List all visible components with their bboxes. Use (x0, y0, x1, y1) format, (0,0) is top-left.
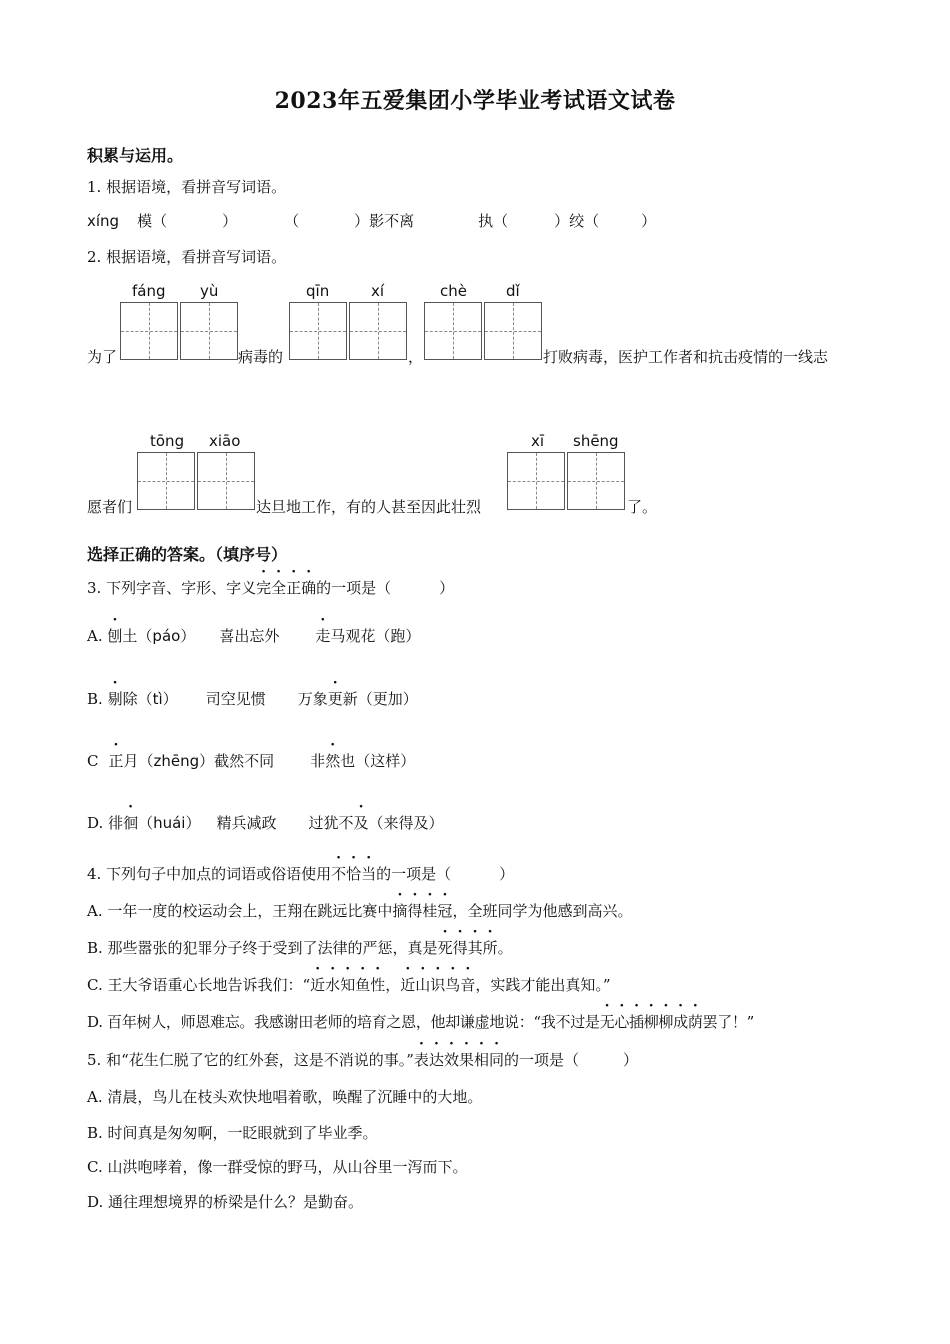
q5-dot-char: 同 (489, 1051, 505, 1069)
q1-item3-close: ） (641, 212, 657, 230)
q4-b-dot: 其 (467, 939, 483, 957)
writing-grid-cell[interactable] (180, 302, 238, 360)
writing-grid-cell[interactable] (289, 302, 347, 360)
q4-option-d (87, 1012, 754, 1032)
q4-a-dot: 得 (407, 902, 423, 920)
q4-c-comma: ， (385, 976, 401, 994)
question-2-stem: 2. 根据语境，看拼音写词语。 (87, 248, 287, 266)
q5-dot-char: 相 (473, 1051, 489, 1069)
q4-d-dot: 插 (629, 1013, 644, 1031)
q4-option-b (87, 938, 513, 958)
q3-b-t2: ） (162, 690, 178, 708)
writing-grid-cell[interactable] (120, 302, 178, 360)
q4-d-dot: 柳 (643, 1013, 659, 1031)
question-1-stem: 1. 根据语境，看拼音写词语。 (87, 178, 287, 196)
q5-option-a: A. 清晨，鸟儿在枝头欢快地唱着歌，唤醒了沉睡中的大地。 (87, 1088, 483, 1106)
q3-d-dot: 徊 (123, 814, 139, 832)
q4-c-dot: 鸟 (445, 976, 461, 994)
q4-c-dot: 性 (370, 976, 386, 994)
writing-grid-cell[interactable] (137, 452, 195, 510)
question-1-items (87, 211, 656, 231)
option-label: A. (87, 627, 103, 645)
q4-d-dot: 成 (673, 1013, 688, 1031)
writing-grid-cell[interactable] (507, 452, 565, 510)
q3-dot-char: 正 (286, 579, 302, 597)
q3-d-pinyin: huái (153, 814, 186, 832)
q3-stem-a: 3. 下列字音、字形、字义 (87, 579, 257, 597)
q4-c-dot: 音 (460, 976, 476, 994)
q3-c-t3: 也（这样） (340, 752, 416, 770)
q2-pinyin-xi: xí (371, 282, 385, 300)
q4-a-text: A. 一年一度的校运动会上，王翔在跳远比赛中 (87, 902, 393, 920)
q3-stem-c: ） (439, 579, 455, 597)
q1-item2-open: （ (284, 212, 300, 230)
q4-dot-char: 当 (361, 865, 377, 883)
q3-b-dot2: 更 (327, 690, 343, 708)
q5-option-b: B. 时间真是匆匆啊，一眨眼就到了毕业季。 (87, 1124, 378, 1142)
q3-a-dot2: 走 (315, 627, 331, 645)
q3-c-dot2: 然 (325, 752, 341, 770)
q3-a-t2: ） (180, 627, 196, 645)
q5-dot-char: 达 (428, 1051, 444, 1069)
q5-option-c: C. 山洪咆哮着，像一群受惊的野马，从山谷里一泻而下。 (87, 1158, 468, 1176)
q4-stem-a: 4. 下列句子中加点的词语或俗语使用 (87, 865, 332, 883)
q3-c-pinyin: zhēng (153, 752, 200, 770)
q2-pinyin-che: chè (440, 282, 467, 300)
q2-pinyin-di: dǐ (506, 282, 520, 300)
q1-pinyin: xíng (87, 212, 120, 230)
q3-b-t3a: 万象 (297, 690, 328, 708)
q4-stem-b: 的一项是（ (376, 865, 452, 883)
q1-item3: 执（ (478, 212, 509, 230)
q3-c-t1: 月（ (123, 752, 154, 770)
writing-grid-cell[interactable] (484, 302, 542, 360)
q4-a-dot: 桂 (422, 902, 438, 920)
q4-c-dot: 鱼 (355, 976, 371, 994)
page-title: 2023年五爱集团小学毕业考试语文试卷 (274, 88, 676, 114)
q4-c-text: C. 王大爷语重心长地告诉我们：“ (87, 976, 311, 994)
q2-line2-c: 了。 (627, 498, 658, 516)
q3-stem-b: 的一项是（ (316, 579, 392, 597)
q3-d-t2: ） (185, 814, 201, 832)
q1-item3-mid: ）绞（ (554, 212, 600, 230)
q4-dot-char: 恰 (346, 865, 362, 883)
q5-option-d: D. 通往理想境界的桥梁是什么？是勤奋。 (87, 1193, 364, 1211)
q3-b-pinyin: tì (152, 690, 163, 708)
q1-item2: ）影不离 (354, 212, 415, 230)
q4-c-dot: 近 (310, 976, 326, 994)
q4-b-dot: 得 (452, 939, 468, 957)
q4-stem-c: ） (499, 865, 515, 883)
q3-a-dot: 刨 (107, 627, 123, 645)
q4-b-dot: 所 (482, 939, 498, 957)
q3-d-t1a: 徘 (108, 814, 124, 832)
q4-option-c (87, 975, 611, 995)
q3-d-dot2: 及 (353, 814, 369, 832)
q2-line1-d: 打败病毒，医护工作者和抗击疫情的一线志 (543, 348, 829, 366)
q2-line2-a: 愿者们 (87, 498, 133, 516)
q4-d-text: D. 百年树人，师恩难忘。我感谢田老师的培育之恩，他却谦虚地说：“我不过是 (87, 1013, 600, 1031)
q3-a-pinyin: páo (152, 627, 181, 645)
q3-c-t2: ）截然不同 (199, 752, 275, 770)
writing-grid-cell[interactable] (197, 452, 255, 510)
writing-grid-cell[interactable] (567, 452, 625, 510)
q4-dot-char: 不 (331, 865, 347, 883)
q5-stem-b: 的一项是（ (504, 1051, 580, 1069)
q3-option-a (87, 626, 420, 646)
q3-option-b (87, 689, 418, 709)
section-heading-choice: 选择正确的答案。（填序号） (87, 545, 288, 564)
q2-pinyin-yu: yù (200, 282, 219, 300)
q5-stem-a: 5. 和“花生仁脱了它的红外套，这是不消说的事。” (87, 1051, 414, 1069)
q3-b-t1: 除（ (122, 690, 153, 708)
q3-b-word: 司空见惯 (205, 690, 266, 708)
q4-d-text2: 罢了！” (702, 1013, 755, 1031)
q4-c-dot: 识 (430, 976, 446, 994)
writing-grid-cell[interactable] (424, 302, 482, 360)
q5-dot-char: 果 (458, 1051, 474, 1069)
q3-c-dot: 正 (108, 752, 124, 770)
q1-item1-close: ） (222, 212, 238, 230)
question-3-stem (87, 578, 454, 598)
q3-dot-char: 全 (271, 579, 287, 597)
q4-b-text: B. 那些嚣张的犯罪分子终于受到了法律的严惩，真是 (87, 939, 438, 957)
q4-b-text2: 。 (497, 939, 513, 957)
question-5-stem (87, 1050, 638, 1070)
q3-d-t3: （来得及） (368, 814, 444, 832)
q2-line1-b: 病毒的 (238, 348, 284, 366)
q4-a-dot: 冠 (437, 902, 453, 920)
q4-option-a (87, 901, 632, 921)
q2-pinyin-tong: tōng (150, 432, 185, 450)
q3-d-word: 精兵减政 (216, 814, 277, 832)
q4-d-dot: 柳 (658, 1013, 674, 1031)
q2-pinyin-sheng: shēng (573, 432, 619, 450)
question-4-stem (87, 864, 514, 884)
q2-pinyin-fang: fáng (132, 282, 166, 300)
option-label: D. (87, 814, 104, 832)
q3-d-t1: （ (138, 814, 154, 832)
q2-line2-b: 达旦地工作，有的人甚至因此壮烈 (256, 498, 482, 516)
section-heading-accumulation: 积累与运用。 (87, 146, 184, 165)
q2-line1-c: ， (408, 348, 424, 366)
q4-d-dot: 无 (599, 1013, 615, 1031)
q5-stem-c: ） (623, 1051, 639, 1069)
q3-a-t3: 马观花（跑） (330, 627, 421, 645)
q3-b-dot: 剔 (107, 690, 123, 708)
q5-dot-char: 效 (443, 1051, 459, 1069)
q4-b-dot: 死 (437, 939, 453, 957)
q2-pinyin-qin: qīn (306, 282, 330, 300)
q2-pinyin-xi2: xī (531, 432, 545, 450)
q4-d-dot: 荫 (687, 1013, 703, 1031)
q3-dot-char: 确 (301, 579, 317, 597)
q3-a-t1: 土（ (122, 627, 153, 645)
q2-pinyin-xiao: xiāo (209, 432, 241, 450)
q3-b-t3: 新（更加） (342, 690, 418, 708)
q2-line1-a: 为了 (87, 348, 118, 366)
q3-dot-char: 完 (256, 579, 272, 597)
option-label: B. (87, 690, 103, 708)
q4-a-text2: ，全班同学为他感到高兴。 (452, 902, 633, 920)
q4-a-dot: 摘 (392, 902, 408, 920)
q4-d-dot: 心 (614, 1013, 630, 1031)
q3-option-d (87, 813, 444, 833)
q4-c-dot: 山 (415, 976, 431, 994)
q3-d-t3a: 过犹不 (308, 814, 354, 832)
q1-item1: 模（ (137, 212, 168, 230)
option-label: C (87, 752, 99, 770)
q4-c-dot: 水 (325, 976, 341, 994)
q5-dot-char: 表 (413, 1051, 429, 1069)
q4-c-dot: 知 (340, 976, 356, 994)
q3-option-c (87, 751, 415, 771)
q4-c-dot: 近 (400, 976, 416, 994)
q4-c-text2: ，实践才能出真知。” (475, 976, 611, 994)
q3-c-t3a: 非 (310, 752, 326, 770)
writing-grid-cell[interactable] (349, 302, 407, 360)
q3-a-word: 喜出忘外 (219, 627, 280, 645)
